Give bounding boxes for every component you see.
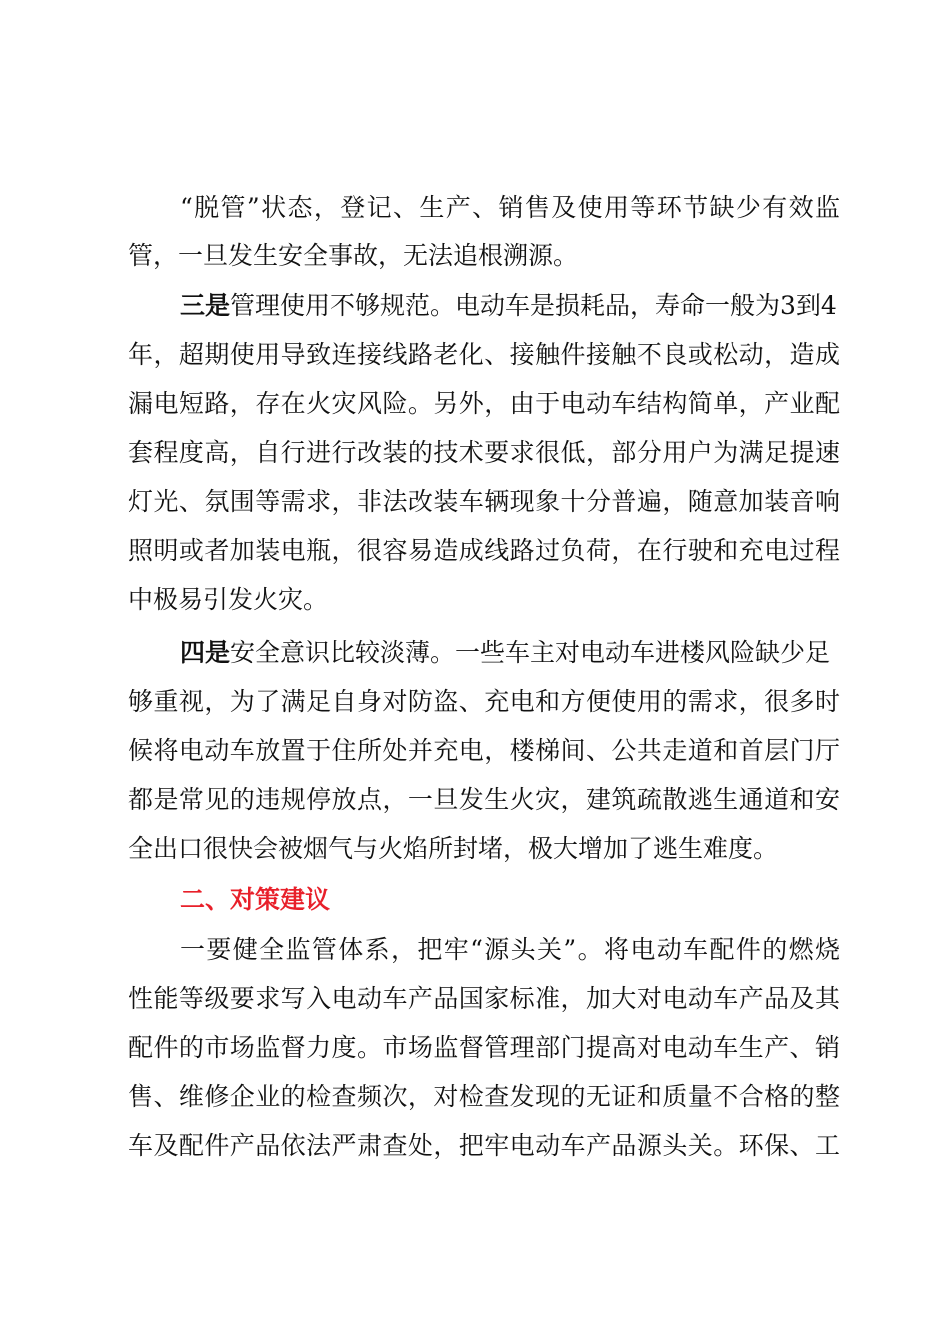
paragraph-text: 全出口很快会被烟气与火焰所封堵，极大增加了逃生难度。 xyxy=(128,834,779,863)
paragraph-text: 候将电动车放置于住所处并充电，楼梯间、公共走道和首层门厅 xyxy=(128,736,840,765)
paragraph-text: 售、维修企业的检查频次，对检查发现的无证和质量不合格的整 xyxy=(128,1082,840,1111)
paragraph-line xyxy=(0,682,950,722)
paragraph-line xyxy=(0,531,950,571)
paragraph-lead: 四是 xyxy=(180,638,231,667)
paragraph-text: 套程度高，自行进行改装的技术要求很低，部分用户为满足提速 xyxy=(128,438,840,467)
paragraph-line xyxy=(0,384,950,424)
paragraph-text: 车及配件产品依法严肃查处，把牢电动车产品源头关。环保、工 xyxy=(128,1131,840,1160)
section-heading-line xyxy=(0,880,950,920)
paragraph-line xyxy=(0,731,950,771)
paragraph-line xyxy=(0,633,950,673)
paragraph-line xyxy=(0,335,950,375)
paragraph-text: 照明或者加装电瓶，很容易造成线路过负荷，在行驶和充电过程 xyxy=(128,536,840,565)
paragraph-text: 都是常见的违规停放点，一旦发生火灾，建筑疏散逃生通道和安 xyxy=(128,785,840,814)
paragraph-line xyxy=(0,188,950,228)
paragraph-text: “脱管”状态，登记、生产、销售及使用等环节缺少有效监 xyxy=(180,193,840,222)
paragraph-line xyxy=(0,829,950,869)
paragraph-text xyxy=(180,286,840,326)
paragraph-line xyxy=(0,780,950,820)
paragraph-text: 管理使用不够规范。电动车是损耗品，寿命一般为3到4 xyxy=(230,291,837,320)
paragraph-text: 性能等级要求写入电动车产品国家标准，加大对电动车产品及其 xyxy=(128,984,840,1013)
paragraph-line xyxy=(0,930,950,970)
paragraph-line xyxy=(0,580,950,620)
paragraph-line xyxy=(0,979,950,1019)
paragraph-text xyxy=(180,633,840,673)
paragraph-text: 够重视，为了满足自身对防盗、充电和方便使用的需求，很多时 xyxy=(128,687,840,716)
paragraph-text: 管，一旦发生安全事故，无法追根溯源。 xyxy=(128,241,579,270)
paragraph-text: 安全意识比较淡薄。一些车主对电动车进楼风险缺少足 xyxy=(230,638,831,667)
paragraph-line xyxy=(0,236,950,276)
paragraph-line xyxy=(0,1077,950,1117)
paragraph-line xyxy=(0,286,950,326)
paragraph-text: 配件的市场监督力度。市场监督管理部门提高对电动车生产、销 xyxy=(128,1033,840,1062)
paragraph-text: 一要健全监管体系，把牢“源头关”。将电动车配件的燃烧 xyxy=(180,935,840,964)
paragraph-line xyxy=(0,1126,950,1166)
paragraph-lead: 三是 xyxy=(180,291,231,320)
paragraph-text: 漏电短路，存在火灾风险。另外，由于电动车结构简单，产业配 xyxy=(128,389,840,418)
paragraph-line xyxy=(0,1028,950,1068)
section-heading: 二、对策建议 xyxy=(180,885,331,914)
paragraph-text: 年，超期使用导致连接线路老化、接触件接触不良或松动，造成 xyxy=(128,340,840,369)
paragraph-text: 中极易引发火灾。 xyxy=(128,585,329,614)
paragraph-line xyxy=(0,433,950,473)
paragraph-line xyxy=(0,482,950,522)
paragraph-text: 灯光、氛围等需求，非法改装车辆现象十分普遍，随意加装音响 xyxy=(128,487,840,516)
